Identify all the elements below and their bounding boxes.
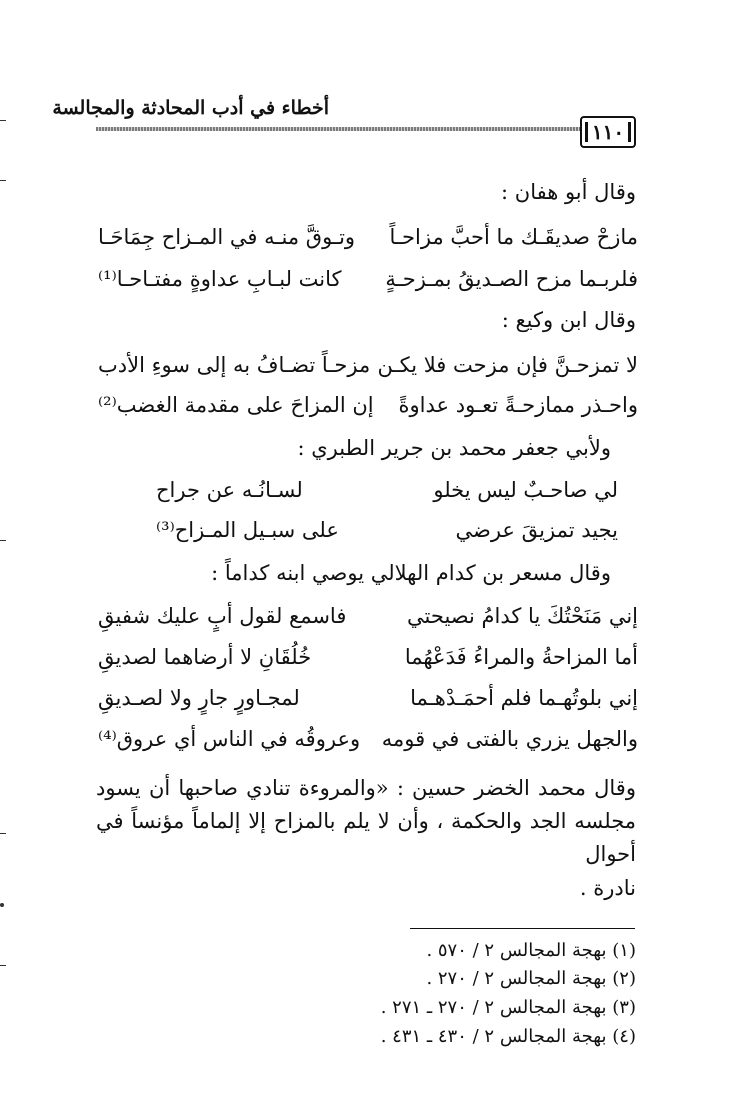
verse-second-half: فاسمع لقول أبٍ عليك شفيقِ <box>98 604 347 628</box>
margin-mark <box>0 965 6 966</box>
header-rule <box>96 127 636 131</box>
verse-first-half: أما المزاحةُ والمراءُ فَدَعْهُما <box>404 645 638 669</box>
verse-second-half: وتـوقَّ منـه في المـزاح جِمَاحَـا <box>98 225 356 249</box>
verse-line <box>98 518 638 558</box>
verse-second-half: على سبـيل المـزاح⁽³⁾ <box>156 518 339 542</box>
verse-second-half: لسـانُـه عن جراح <box>156 478 303 502</box>
verse-second-half: مزحـاً تضـافُ به إلى سوءِ الأدب <box>98 353 371 377</box>
verse-line <box>98 686 638 726</box>
verse-second-half: خُلُقَانِ لا أرضاهما لصديقِ <box>98 645 312 669</box>
margin-mark <box>0 120 6 121</box>
footnote: (٢) بهجة المجالس ٢ / ٢٧٠ . <box>426 968 636 989</box>
verse-second-half: كانت لبـابِ عداوةٍ مفتـاحـا⁽¹⁾ <box>98 267 342 291</box>
footnote: (٣) بهجة المجالس ٢ / ٢٧٠ ـ ٢٧١ . <box>380 997 636 1018</box>
verse-second-half: وعروقُه في الناس أي عروق⁽⁴⁾ <box>98 727 361 751</box>
verse-first-half: لي صاحـبٌ ليس يخلو <box>433 478 618 502</box>
margin-dot <box>0 903 4 907</box>
verse-first-half: إني بلوتُهـما فلم أحمَـدْهـما <box>410 686 638 710</box>
verse-line <box>98 645 638 685</box>
margin-mark <box>0 540 6 541</box>
verse-first-half: واحـذر ممازحـةً تعـود عداوةً <box>398 393 638 417</box>
prose-paragraph-end: نادرة . <box>579 876 636 900</box>
verse-line <box>98 393 638 433</box>
intro-ibn-wakee: وقال ابن وكيع : <box>501 308 636 332</box>
margin-mark <box>0 180 6 181</box>
verse-first-half: يجيد تمزيقَ عرضي <box>455 518 618 542</box>
footnote-separator <box>410 928 635 929</box>
intro-abu-haffan: وقال أبو هفان : <box>501 180 636 204</box>
page-number: ١١٠ <box>580 116 636 148</box>
verse-first-half: والجهل يزري بالفتى في قومه <box>381 727 638 751</box>
verse-first-half: إني مَنَحْتُكَ يا كدامُ نصيحتي <box>407 604 638 628</box>
verse-line <box>98 727 638 767</box>
verse-line <box>98 267 638 307</box>
verse-second-half: إن المزاحَ على مقدمة الغضب⁽²⁾ <box>98 393 374 417</box>
verse-line <box>98 225 638 265</box>
margin-mark <box>0 833 6 834</box>
footnote: (٤) بهجة المجالس ٢ / ٤٣٠ ـ ٤٣١ . <box>380 1026 636 1047</box>
running-title: أخطاء في أدب المحادثة والمجالسة <box>52 97 329 119</box>
verse-first-half: لا تمزحـنَّ فإن مزحت فلا يكـن <box>377 353 638 377</box>
intro-tabari: ولأبي جعفر محمد بن جرير الطبري : <box>297 436 611 460</box>
footnote: (١) بهجة المجالس ٢ / ٥٧٠ . <box>426 940 636 961</box>
verse-line <box>98 604 638 644</box>
verse-first-half: مازحْ صديقَـك ما أحبَّ مزاحـاً <box>389 225 638 249</box>
verse-first-half: فلربـما مزح الصـديقُ بمـزحـةٍ <box>385 267 638 291</box>
intro-misar: وقال مسعر بن كدام الهلالي يوصي ابنه كداماً : <box>211 561 611 585</box>
verse-second-half: لمجـاورٍ جارٍ ولا لصـديقِ <box>98 686 300 710</box>
verse-line <box>98 353 638 393</box>
prose-paragraph: وقال محمد الخضر حسين : «والمروءة تنادي صاحبها أن يسود مجلسه الجد والحكمة ، وأن لا يلم بالمزاح إلا إلماماً مؤنساً في أحوال <box>96 776 636 866</box>
verse-line <box>98 478 638 518</box>
